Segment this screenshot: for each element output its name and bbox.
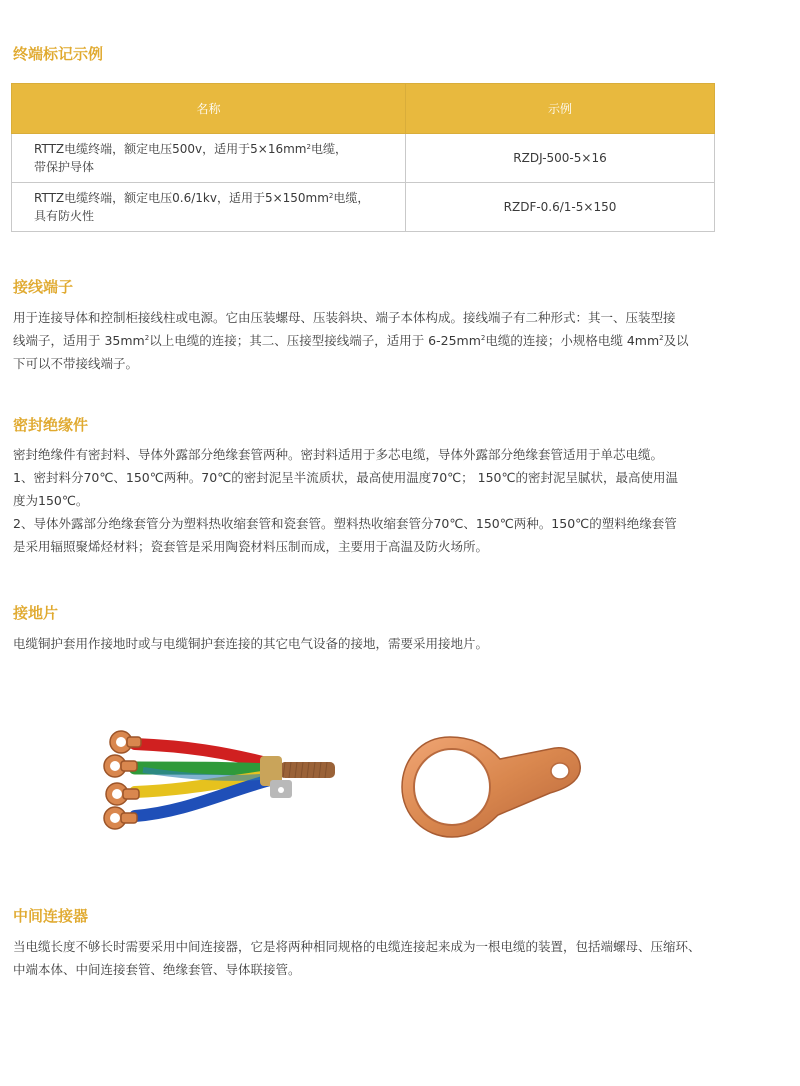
seal-insulation-paragraph <box>13 443 718 558</box>
paragraph-line <box>13 329 718 352</box>
table-cell-example: RZDF-0.6/1-5×150 <box>406 183 715 232</box>
section-title-grounding-plate: 接地片 <box>13 604 59 622</box>
table-cell-example: RZDJ-500-5×16 <box>406 134 715 183</box>
paragraph-line: 是采用辐照聚烯烃材料；瓷套管是采用陶瓷材料压制而成，主要用于高温及防火场所。 <box>13 539 489 554</box>
paragraph-line: 1、密封料分70℃、150℃两种。70℃的密封泥呈半流质状，最高使用温度70℃； 150℃的密封泥呈腻状，最高使用温 <box>13 470 679 485</box>
text: 线端子，适用于 35mm <box>13 333 145 348</box>
paragraph-line: 下可以不带接线端子。 <box>13 356 139 371</box>
grounding-plate-paragraph: 电缆铜护套用作接地时或与电缆铜护套连接的其它电气设备的接地，需要采用接地片。 <box>13 636 489 651</box>
terminal-lug-paragraph <box>13 306 718 375</box>
header-example: 示例 <box>406 84 715 134</box>
paragraph-line: 用于连接导体和控制柜接线柱或电源。它由压装螺母、压装斜块、端子本体构成。接线端子有二种形式：其一、压装型接 <box>13 310 676 325</box>
superscript: 2 <box>659 334 664 342</box>
name-text-post: 电缆， <box>310 142 347 156</box>
section-title-terminal-lug: 接线端子 <box>13 278 74 296</box>
table-row <box>12 183 715 232</box>
section-title-intermediate-connector: 中间连接器 <box>13 907 89 925</box>
small-hole <box>551 763 569 779</box>
superscript: 2 <box>328 192 334 200</box>
red-wire <box>135 744 270 764</box>
paragraph-line: 当电缆长度不够长时需要采用中间连接器，它是将两种相同规格的电缆连接起来成为一根电缆的装置，包括端螺母、压缩环、 <box>13 939 701 954</box>
text: 及以 <box>663 333 689 348</box>
table-cell-name <box>12 183 406 232</box>
text: 以上电缆的连接；其二、压接型接线端子，适用于 6-25mm <box>149 333 481 348</box>
superscript: 2 <box>306 143 311 151</box>
paragraph-line: 中端本体、中间连接套管、绝缘套管、导体联接管。 <box>13 962 301 977</box>
paragraph-line: 密封绝缘件有密封料、导体外露部分绝缘套管两种。密封料适用于多芯电缆，导体外露部分绝缘套管适用于单芯电缆。 <box>13 447 664 462</box>
table-cell-name <box>12 134 406 183</box>
table-header-row <box>12 84 715 134</box>
header-name: 名称 <box>12 84 406 134</box>
section-title-terminal-marking: 终端标记示例 <box>13 45 104 63</box>
name-text: RTTZ电缆终端，额定电压0.6/1kv，适用于5×150mm <box>34 191 329 205</box>
large-hole <box>414 749 490 825</box>
superscript: 2 <box>144 334 150 342</box>
grounding-plate-photo <box>400 735 585 840</box>
name-text-line2: 具有防火性 <box>34 209 95 223</box>
terminal-marking-table <box>11 83 715 232</box>
text: 电缆的连接；小规格电缆 4mm <box>485 333 660 348</box>
section-title-seal-insulation: 密封绝缘件 <box>13 416 89 434</box>
paragraph-line: 度为150℃。 <box>13 493 89 508</box>
name-text-post: 电缆， <box>333 191 370 205</box>
name-text-line2: 带保护导体 <box>34 160 95 174</box>
superscript: 2 <box>480 334 486 342</box>
name-text: RTTZ电缆终端，额定电压500v，适用于5×16mm <box>34 142 307 156</box>
table-row <box>12 134 715 183</box>
intermediate-connector-paragraph <box>13 935 718 981</box>
paragraph-line: 2、导体外露部分绝缘套管分为塑料热收缩套管和瓷套管。塑料热收缩套管分70℃、150℃两种。150℃的塑料绝缘套管 <box>13 516 677 531</box>
cable-terminal-photo <box>95 720 340 860</box>
